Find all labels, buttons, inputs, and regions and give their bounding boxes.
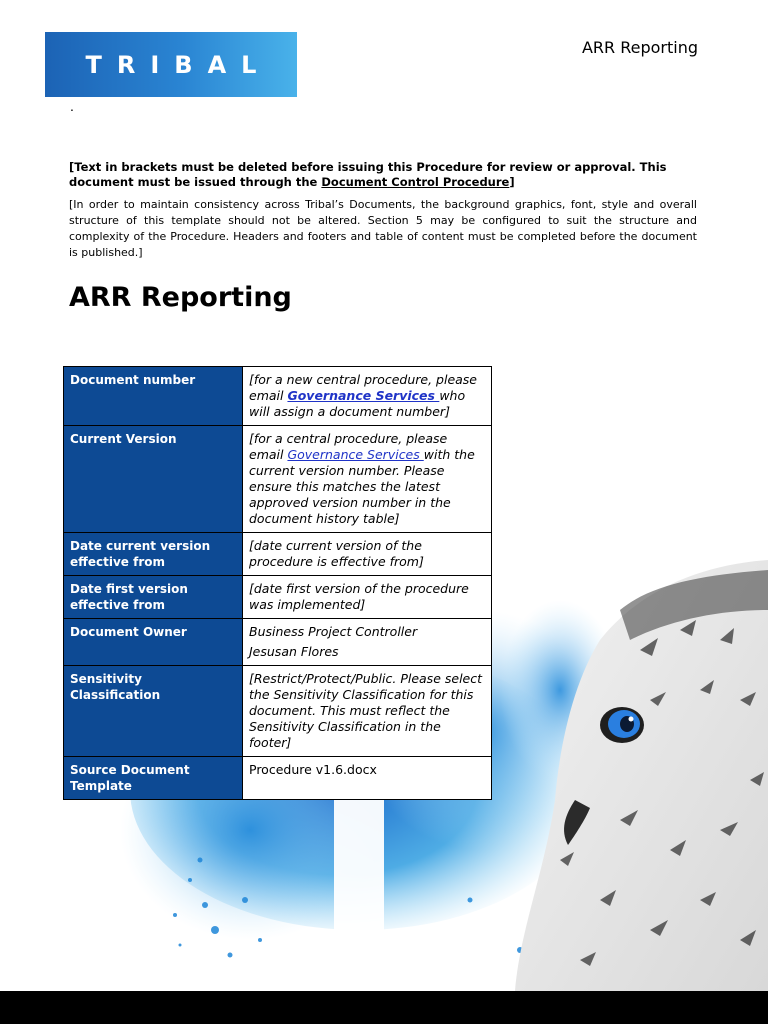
row-value <box>243 367 492 426</box>
row-value: [date current version of the procedure is effective from] <box>243 533 492 576</box>
row-value <box>243 426 492 533</box>
table-row <box>64 619 492 666</box>
governance-services-link[interactable]: Governance Services <box>287 388 440 403</box>
document-title: ARR Reporting <box>69 282 292 313</box>
value-text: [for a new central procedure, please email <box>249 372 477 403</box>
footer-bar <box>0 991 768 1024</box>
value-text: who will assign a document number] <box>249 388 466 419</box>
row-label: Date current version effective from <box>64 533 243 576</box>
table-row <box>64 426 492 533</box>
row-value <box>243 619 492 666</box>
value-text: with the current version number. Please ensure this matches the latest approved version number in the document history table] <box>249 447 475 526</box>
consistency-note: [In order to maintain consistency across Tribal’s Documents, the background graphics, font, style and overall structure of this template should not be altered. Section 5 may be configured to suit the structure and complexity of the Procedure. Headers and footers and table of content must be completed before the document is published.] <box>69 198 697 259</box>
document-info-table <box>63 366 492 800</box>
document-control-procedure-link[interactable]: Document Control Procedure <box>321 175 510 189</box>
table-row <box>64 367 492 426</box>
row-label: Current Version <box>64 426 243 533</box>
table-row <box>64 533 492 576</box>
row-value: [date first version of the procedure was implemented] <box>243 576 492 619</box>
table-row <box>64 576 492 619</box>
bracket-note-close: ] <box>509 175 515 189</box>
bracket-instruction-note <box>69 160 697 190</box>
value-text: [for a central procedure, please email <box>249 431 448 462</box>
row-label: Sensitivity Classification <box>64 666 243 757</box>
table-row <box>64 666 492 757</box>
table-row <box>64 757 492 800</box>
owner-role: Business Project Controller <box>249 624 418 639</box>
owner-name: Jesusan Flores <box>249 644 339 659</box>
row-label: Date first version effective from <box>64 576 243 619</box>
stray-dot: . <box>70 98 74 114</box>
logo-text: TRIBAL <box>85 50 272 79</box>
header-title: ARR Reporting <box>581 38 698 57</box>
governance-services-link[interactable]: Governance Services <box>287 447 424 462</box>
row-label: Document number <box>64 367 243 426</box>
tribal-logo <box>45 32 297 97</box>
row-label: Source Document Template <box>64 757 243 800</box>
bracket-note-text: [Text in brackets must be deleted before issuing this Procedure for review or approval. This document must be issued through the <box>69 160 667 189</box>
row-value: Procedure v1.6.docx <box>243 757 492 800</box>
row-label: Document Owner <box>64 619 243 666</box>
row-value: [Restrict/Protect/Public. Please select the Sensitivity Classification for this document. This must reflect the Sensitivity Classification in the footer] <box>243 666 492 757</box>
